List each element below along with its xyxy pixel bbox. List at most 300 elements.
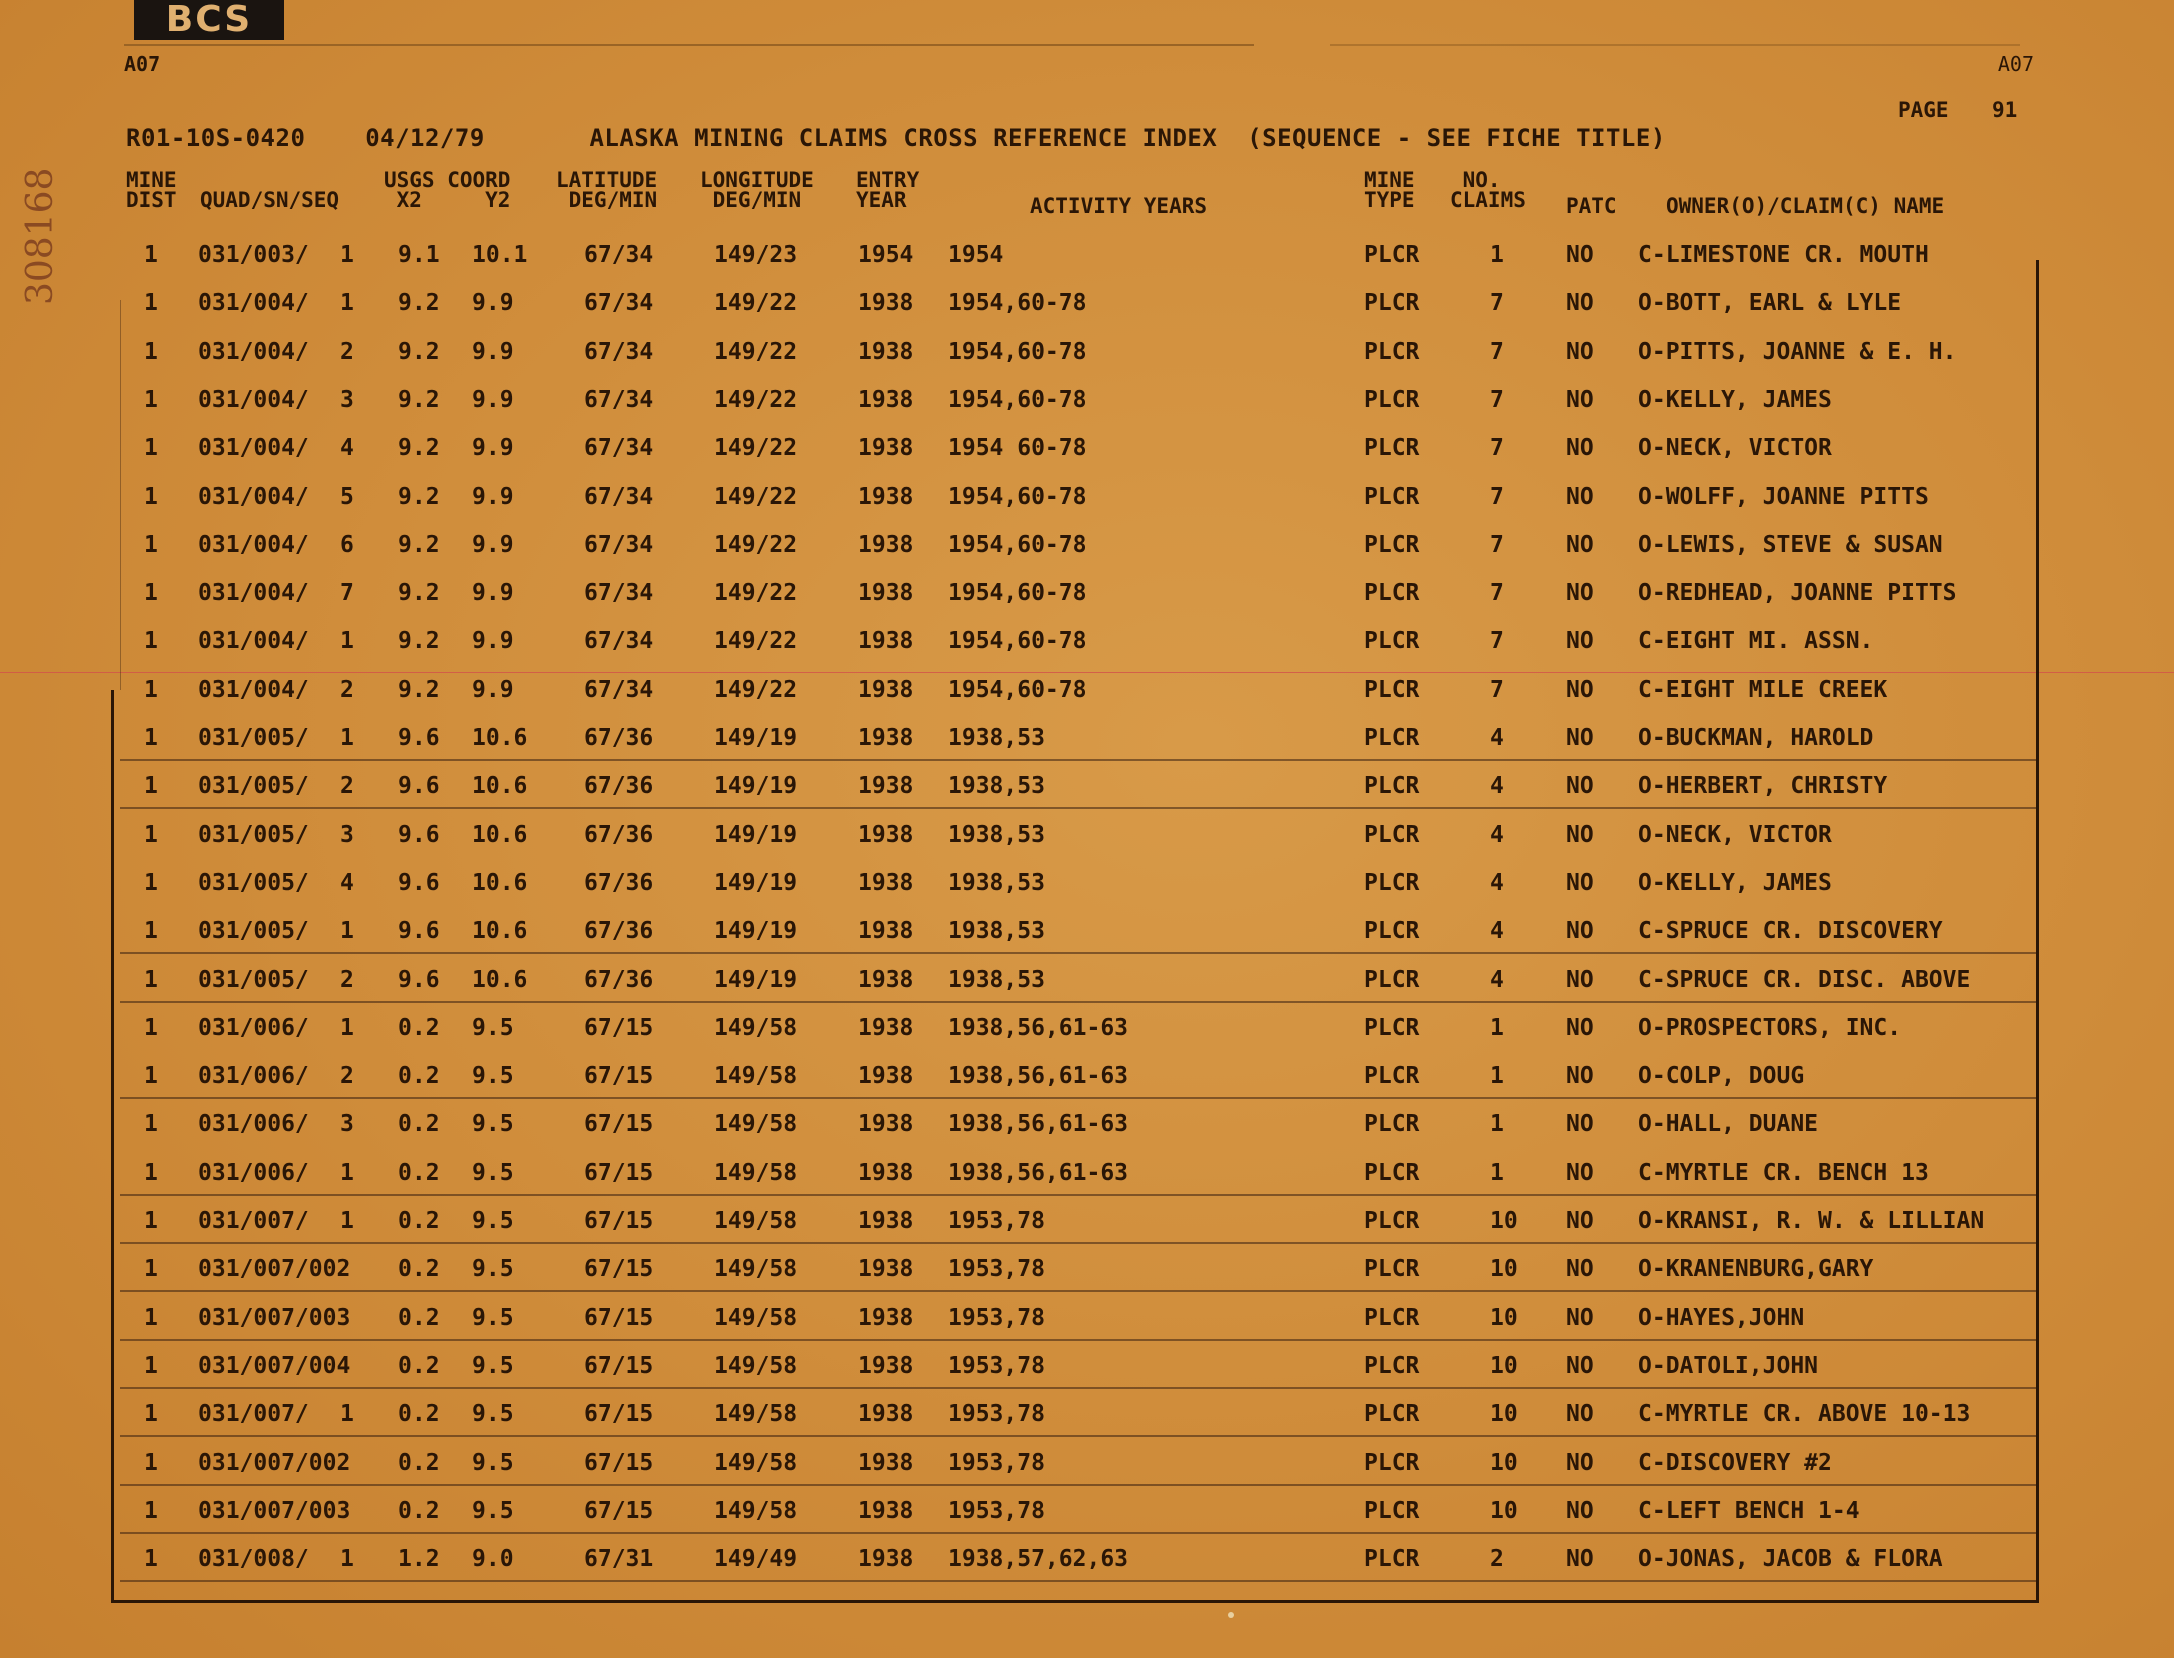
cell-dist: 1 <box>144 1546 158 1572</box>
cell-owner: C-SPRUCE CR. DISC. ABOVE <box>1638 967 1971 993</box>
cell-entry: 1938 <box>858 580 914 606</box>
cell-y2: 9.9 <box>472 290 514 316</box>
col-header-owner: OWNER(O)/CLAIM(C) NAME <box>1666 194 1945 218</box>
cell-claims: 1 <box>1490 1015 1504 1041</box>
cell-activity: 1938,56,61-63 <box>948 1111 1129 1137</box>
cell-mine-type: PLCR <box>1364 918 1420 944</box>
col-header-longitude: LONGITUDE DEG/MIN <box>700 168 814 212</box>
cell-x2: 9.6 <box>398 870 440 896</box>
cell-mine-type: PLCR <box>1364 1015 1420 1041</box>
cell-activity: 1953,78 <box>948 1305 1045 1331</box>
cell-y2: 10.6 <box>472 773 528 799</box>
cell-patc: NO <box>1566 1450 1594 1476</box>
cell-owner: O-REDHEAD, JOANNE PITTS <box>1638 580 1957 606</box>
cell-entry: 1938 <box>858 1401 914 1427</box>
cell-lat: 67/36 <box>584 870 654 896</box>
cell-x2: 0.2 <box>398 1256 440 1282</box>
cell-patc: NO <box>1566 677 1594 703</box>
cell-lat: 67/36 <box>584 967 654 993</box>
cell-entry: 1938 <box>858 1063 914 1089</box>
cell-seq: 1 <box>340 918 354 944</box>
cell-patc: NO <box>1566 1015 1594 1041</box>
cell-lon: 149/58 <box>714 1256 798 1282</box>
cell-entry: 1938 <box>858 918 914 944</box>
cell-quad: 031/005/ <box>198 725 309 751</box>
cell-lon: 149/22 <box>714 532 798 558</box>
cell-mine-type: PLCR <box>1364 967 1420 993</box>
cell-lat: 67/15 <box>584 1498 654 1524</box>
cell-lon: 149/58 <box>714 1305 798 1331</box>
row-rule <box>120 1290 2036 1292</box>
cell-quad: 031/004/ <box>198 580 309 606</box>
cell-x2: 0.2 <box>398 1450 440 1476</box>
cell-claims: 1 <box>1490 242 1504 268</box>
cell-lon: 149/19 <box>714 773 798 799</box>
cell-patc: NO <box>1566 773 1594 799</box>
cell-dist: 1 <box>144 1063 158 1089</box>
cell-dist: 1 <box>144 484 158 510</box>
cell-lat: 67/34 <box>584 484 654 510</box>
cell-mine-type: PLCR <box>1364 484 1420 510</box>
col-header-usgs-coord: USGS COORD X2 Y2 <box>384 168 511 212</box>
cell-entry: 1938 <box>858 1305 914 1331</box>
cell-seq: 1 <box>340 725 354 751</box>
cell-y2: 9.5 <box>472 1256 514 1282</box>
cell-y2: 9.5 <box>472 1498 514 1524</box>
cell-x2: 9.2 <box>398 628 440 654</box>
cell-quad: 031/004/ <box>198 339 309 365</box>
cell-lat: 67/34 <box>584 677 654 703</box>
cell-activity: 1938,56,61-63 <box>948 1015 1129 1041</box>
cell-x2: 0.2 <box>398 1063 440 1089</box>
cell-lat: 67/15 <box>584 1015 654 1041</box>
cell-activity: 1954 60-78 <box>948 435 1087 461</box>
cell-seq: 5 <box>340 484 354 510</box>
cell-y2: 9.9 <box>472 532 514 558</box>
cell-seq: 2 <box>340 677 354 703</box>
cell-y2: 9.0 <box>472 1546 514 1572</box>
cell-lon: 149/22 <box>714 484 798 510</box>
cell-claims: 10 <box>1490 1305 1518 1331</box>
cell-y2: 9.9 <box>472 484 514 510</box>
cell-claims: 2 <box>1490 1546 1504 1572</box>
cell-lat: 67/36 <box>584 918 654 944</box>
cell-lon: 149/19 <box>714 870 798 896</box>
cell-y2: 10.6 <box>472 870 528 896</box>
cell-lat: 67/34 <box>584 580 654 606</box>
cell-dist: 1 <box>144 1111 158 1137</box>
cell-quad: 031/005/ <box>198 870 309 896</box>
cell-owner: O-JONAS, JACOB & FLORA <box>1638 1546 1943 1572</box>
cell-quad: 031/007/003 <box>198 1305 351 1331</box>
cell-mine-type: PLCR <box>1364 1353 1420 1379</box>
cell-mine-type: PLCR <box>1364 339 1420 365</box>
cell-patc: NO <box>1566 1353 1594 1379</box>
cell-activity: 1954,60-78 <box>948 387 1087 413</box>
cell-lat: 67/34 <box>584 435 654 461</box>
cell-mine-type: PLCR <box>1364 580 1420 606</box>
row-rule <box>120 1194 2036 1196</box>
cell-lon: 149/49 <box>714 1546 798 1572</box>
cell-claims: 4 <box>1490 773 1504 799</box>
row-rule <box>120 1387 2036 1389</box>
cell-dist: 1 <box>144 628 158 654</box>
cell-entry: 1938 <box>858 435 914 461</box>
cell-activity: 1954,60-78 <box>948 677 1087 703</box>
col-header-entry-year: ENTRY YEAR <box>856 168 920 212</box>
cell-lon: 149/19 <box>714 918 798 944</box>
cell-dist: 1 <box>144 918 158 944</box>
cell-patc: NO <box>1566 1546 1594 1572</box>
cell-y2: 9.9 <box>472 580 514 606</box>
row-rule <box>120 1097 2036 1099</box>
cell-claims: 4 <box>1490 725 1504 751</box>
cell-owner: O-PITTS, JOANNE & E. H. <box>1638 339 1957 365</box>
cell-claims: 10 <box>1490 1401 1518 1427</box>
cell-owner: O-NECK, VICTOR <box>1638 435 1832 461</box>
cell-quad: 031/005/ <box>198 773 309 799</box>
cell-dist: 1 <box>144 1208 158 1234</box>
cell-activity: 1938,53 <box>948 725 1045 751</box>
cell-quad: 031/004/ <box>198 532 309 558</box>
cell-x2: 9.2 <box>398 677 440 703</box>
cell-lon: 149/22 <box>714 435 798 461</box>
cell-x2: 9.2 <box>398 387 440 413</box>
cell-activity: 1938,53 <box>948 773 1045 799</box>
table-frame-bottom <box>111 1600 2039 1603</box>
report-title: ALASKA MINING CLAIMS CROSS REFERENCE INDEX (SEQUENCE - SEE FICHE TITLE) <box>589 124 1666 152</box>
cell-quad: 031/004/ <box>198 290 309 316</box>
cell-lon: 149/22 <box>714 677 798 703</box>
cell-mine-type: PLCR <box>1364 387 1420 413</box>
cell-seq: 6 <box>340 532 354 558</box>
cell-x2: 1.2 <box>398 1546 440 1572</box>
cell-dist: 1 <box>144 242 158 268</box>
cell-seq: 1 <box>340 290 354 316</box>
cell-mine-type: PLCR <box>1364 773 1420 799</box>
cell-entry: 1938 <box>858 1208 914 1234</box>
cell-claims: 1 <box>1490 1160 1504 1186</box>
cell-activity: 1954,60-78 <box>948 484 1087 510</box>
cell-lat: 67/34 <box>584 290 654 316</box>
col-header-quad: QUAD/SN/SEQ <box>200 188 340 212</box>
cell-quad: 031/006/ <box>198 1015 309 1041</box>
cell-quad: 031/007/ <box>198 1208 309 1234</box>
cell-dist: 1 <box>144 725 158 751</box>
cell-lon: 149/19 <box>714 725 798 751</box>
page-label: PAGE <box>1898 98 1949 122</box>
cell-y2: 9.9 <box>472 387 514 413</box>
cell-mine-type: PLCR <box>1364 290 1420 316</box>
cell-lat: 67/15 <box>584 1353 654 1379</box>
cell-seq: 1 <box>340 1015 354 1041</box>
cell-y2: 10.6 <box>472 725 528 751</box>
cell-patc: NO <box>1566 967 1594 993</box>
cell-mine-type: PLCR <box>1364 1063 1420 1089</box>
cell-lat: 67/15 <box>584 1063 654 1089</box>
cell-lat: 67/15 <box>584 1111 654 1137</box>
cell-lon: 149/23 <box>714 242 798 268</box>
cell-dist: 1 <box>144 339 158 365</box>
cell-lon: 149/58 <box>714 1111 798 1137</box>
cell-y2: 9.9 <box>472 435 514 461</box>
col-header-mine-type: MINE TYPE <box>1364 168 1415 212</box>
cell-quad: 031/007/004 <box>198 1353 351 1379</box>
cell-patc: NO <box>1566 484 1594 510</box>
cell-claims: 4 <box>1490 967 1504 993</box>
cell-mine-type: PLCR <box>1364 1498 1420 1524</box>
cell-lat: 67/15 <box>584 1208 654 1234</box>
cell-owner: C-MYRTLE CR. BENCH 13 <box>1638 1160 1929 1186</box>
cell-dist: 1 <box>144 773 158 799</box>
cell-mine-type: PLCR <box>1364 1256 1420 1282</box>
cell-lon: 149/22 <box>714 628 798 654</box>
cell-activity: 1938,53 <box>948 967 1045 993</box>
cell-quad: 031/004/ <box>198 484 309 510</box>
cell-owner: C-LEFT BENCH 1-4 <box>1638 1498 1860 1524</box>
cell-entry: 1938 <box>858 387 914 413</box>
cell-lat: 67/36 <box>584 725 654 751</box>
cell-lon: 149/19 <box>714 822 798 848</box>
cell-entry: 1938 <box>858 1256 914 1282</box>
cell-patc: NO <box>1566 1256 1594 1282</box>
cell-x2: 9.6 <box>398 725 440 751</box>
cell-dist: 1 <box>144 1450 158 1476</box>
cell-quad: 031/005/ <box>198 967 309 993</box>
cell-mine-type: PLCR <box>1364 677 1420 703</box>
cell-mine-type: PLCR <box>1364 725 1420 751</box>
cell-activity: 1953,78 <box>948 1353 1045 1379</box>
cell-patc: NO <box>1566 387 1594 413</box>
top-rule-right <box>1330 44 2020 46</box>
cell-owner: C-EIGHT MILE CREEK <box>1638 677 1888 703</box>
cell-patc: NO <box>1566 822 1594 848</box>
cell-mine-type: PLCR <box>1364 1305 1420 1331</box>
cell-quad: 031/004/ <box>198 435 309 461</box>
cell-lon: 149/22 <box>714 339 798 365</box>
cell-x2: 9.2 <box>398 484 440 510</box>
cell-seq: 2 <box>340 339 354 365</box>
cell-y2: 10.1 <box>472 242 528 268</box>
cell-seq: 2 <box>340 967 354 993</box>
cell-claims: 7 <box>1490 580 1504 606</box>
cell-dist: 1 <box>144 290 158 316</box>
cell-owner: O-BUCKMAN, HAROLD <box>1638 725 1874 751</box>
cell-dist: 1 <box>144 532 158 558</box>
cell-y2: 10.6 <box>472 918 528 944</box>
cell-dist: 1 <box>144 967 158 993</box>
cell-patc: NO <box>1566 1305 1594 1331</box>
cell-y2: 9.5 <box>472 1208 514 1234</box>
cell-claims: 7 <box>1490 484 1504 510</box>
cell-dist: 1 <box>144 1015 158 1041</box>
col-header-mine-dist: MINE DIST <box>126 168 177 212</box>
cell-x2: 0.2 <box>398 1160 440 1186</box>
cell-activity: 1938,53 <box>948 870 1045 896</box>
cell-owner: O-WOLFF, JOANNE PITTS <box>1638 484 1929 510</box>
cell-entry: 1938 <box>858 870 914 896</box>
cell-dist: 1 <box>144 677 158 703</box>
cell-patc: NO <box>1566 918 1594 944</box>
cell-owner: O-PROSPECTORS, INC. <box>1638 1015 1902 1041</box>
cell-lon: 149/58 <box>714 1498 798 1524</box>
cell-activity: 1954,60-78 <box>948 290 1087 316</box>
cell-owner: O-COLP, DOUG <box>1638 1063 1805 1089</box>
col-header-latitude: LATITUDE DEG/MIN <box>556 168 658 212</box>
cell-entry: 1938 <box>858 1546 914 1572</box>
cell-y2: 9.5 <box>472 1111 514 1137</box>
col-header-activity-years: ACTIVITY YEARS <box>1030 194 1208 218</box>
cell-claims: 10 <box>1490 1353 1518 1379</box>
cell-y2: 9.9 <box>472 339 514 365</box>
cell-entry: 1938 <box>858 725 914 751</box>
row-rule <box>120 952 2036 954</box>
cell-lon: 149/58 <box>714 1450 798 1476</box>
cell-seq: 2 <box>340 773 354 799</box>
cell-patc: NO <box>1566 1208 1594 1234</box>
cell-owner: O-NECK, VICTOR <box>1638 822 1832 848</box>
cell-x2: 9.2 <box>398 580 440 606</box>
cell-dist: 1 <box>144 870 158 896</box>
cell-entry: 1938 <box>858 677 914 703</box>
cell-claims: 7 <box>1490 628 1504 654</box>
cell-patc: NO <box>1566 290 1594 316</box>
cell-lon: 149/58 <box>714 1353 798 1379</box>
cell-x2: 0.2 <box>398 1401 440 1427</box>
table-frame-left-upper <box>120 300 121 690</box>
cell-quad: 031/007/003 <box>198 1498 351 1524</box>
cell-seq: 2 <box>340 1063 354 1089</box>
col-header-no-claims: NO. CLAIMS <box>1450 168 1526 212</box>
cell-lon: 149/58 <box>714 1063 798 1089</box>
cell-dist: 1 <box>144 435 158 461</box>
cell-patc: NO <box>1566 242 1594 268</box>
cell-y2: 10.6 <box>472 822 528 848</box>
row-rule <box>120 1242 2036 1244</box>
cell-owner: O-DATOLI,JOHN <box>1638 1353 1819 1379</box>
handwritten-margin-note: 308168 <box>20 167 61 305</box>
cell-entry: 1938 <box>858 1015 914 1041</box>
cell-lat: 67/31 <box>584 1546 654 1572</box>
cell-claims: 1 <box>1490 1111 1504 1137</box>
cell-y2: 9.5 <box>472 1401 514 1427</box>
cell-lat: 67/34 <box>584 339 654 365</box>
row-rule <box>120 1001 2036 1003</box>
cell-claims: 10 <box>1490 1208 1518 1234</box>
cell-mine-type: PLCR <box>1364 628 1420 654</box>
cell-entry: 1938 <box>858 1498 914 1524</box>
report-date: 04/12/79 <box>365 124 485 152</box>
cell-patc: NO <box>1566 725 1594 751</box>
row-rule <box>120 759 2036 761</box>
cell-seq: 1 <box>340 1160 354 1186</box>
cell-claims: 7 <box>1490 387 1504 413</box>
cell-mine-type: PLCR <box>1364 242 1420 268</box>
cell-entry: 1938 <box>858 628 914 654</box>
cell-entry: 1938 <box>858 1160 914 1186</box>
cell-owner: C-SPRUCE CR. DISCOVERY <box>1638 918 1943 944</box>
cell-claims: 4 <box>1490 870 1504 896</box>
cell-quad: 031/007/ <box>198 1401 309 1427</box>
cell-activity: 1954,60-78 <box>948 580 1087 606</box>
cell-mine-type: PLCR <box>1364 435 1420 461</box>
cell-quad: 031/004/ <box>198 387 309 413</box>
cell-activity: 1953,78 <box>948 1498 1045 1524</box>
frame-code-left: A07 <box>124 52 161 76</box>
cell-claims: 7 <box>1490 339 1504 365</box>
cell-activity: 1938,56,61-63 <box>948 1160 1129 1186</box>
cell-owner: O-BOTT, EARL & LYLE <box>1638 290 1902 316</box>
cell-mine-type: PLCR <box>1364 1401 1420 1427</box>
cell-owner: C-MYRTLE CR. ABOVE 10-13 <box>1638 1401 1971 1427</box>
cell-lat: 67/34 <box>584 628 654 654</box>
cell-owner: O-HALL, DUANE <box>1638 1111 1819 1137</box>
cell-x2: 0.2 <box>398 1208 440 1234</box>
cell-dist: 1 <box>144 1305 158 1331</box>
cell-seq: 3 <box>340 822 354 848</box>
cell-patc: NO <box>1566 580 1594 606</box>
cell-lat: 67/15 <box>584 1450 654 1476</box>
cell-lon: 149/22 <box>714 580 798 606</box>
cell-dist: 1 <box>144 1498 158 1524</box>
cell-lon: 149/22 <box>714 387 798 413</box>
cell-y2: 10.6 <box>472 967 528 993</box>
cell-lon: 149/58 <box>714 1015 798 1041</box>
cell-seq: 1 <box>340 1546 354 1572</box>
cell-patc: NO <box>1566 870 1594 896</box>
cell-dist: 1 <box>144 1256 158 1282</box>
cell-claims: 10 <box>1490 1450 1518 1476</box>
cell-quad: 031/007/002 <box>198 1256 351 1282</box>
cell-lat: 67/15 <box>584 1401 654 1427</box>
cell-x2: 0.2 <box>398 1498 440 1524</box>
cell-seq: 4 <box>340 870 354 896</box>
cell-claims: 10 <box>1490 1256 1518 1282</box>
col-header-patc: PATC <box>1566 194 1617 218</box>
cell-claims: 4 <box>1490 918 1504 944</box>
cell-entry: 1938 <box>858 967 914 993</box>
cell-entry: 1938 <box>858 339 914 365</box>
cell-lat: 67/34 <box>584 387 654 413</box>
cell-lon: 149/58 <box>714 1401 798 1427</box>
cell-x2: 0.2 <box>398 1305 440 1331</box>
cell-seq: 1 <box>340 1401 354 1427</box>
cell-lat: 67/34 <box>584 242 654 268</box>
cell-lat: 67/15 <box>584 1305 654 1331</box>
cell-x2: 0.2 <box>398 1111 440 1137</box>
cell-lon: 149/58 <box>714 1160 798 1186</box>
cell-quad: 031/006/ <box>198 1160 309 1186</box>
row-rule <box>120 1339 2036 1341</box>
cell-owner: C-DISCOVERY #2 <box>1638 1450 1832 1476</box>
row-rule <box>120 1532 2036 1534</box>
cell-quad: 031/004/ <box>198 628 309 654</box>
cell-claims: 1 <box>1490 1063 1504 1089</box>
cell-mine-type: PLCR <box>1364 870 1420 896</box>
cell-activity: 1953,78 <box>948 1256 1045 1282</box>
cell-lon: 149/58 <box>714 1208 798 1234</box>
cell-lon: 149/19 <box>714 967 798 993</box>
cell-activity: 1954,60-78 <box>948 532 1087 558</box>
cell-entry: 1954 <box>858 242 914 268</box>
cell-entry: 1938 <box>858 290 914 316</box>
cell-activity: 1954,60-78 <box>948 339 1087 365</box>
cell-y2: 9.5 <box>472 1015 514 1041</box>
cell-entry: 1938 <box>858 532 914 558</box>
cell-owner: O-KELLY, JAMES <box>1638 387 1832 413</box>
page-number: 91 <box>1992 98 2018 122</box>
cell-entry: 1938 <box>858 1353 914 1379</box>
